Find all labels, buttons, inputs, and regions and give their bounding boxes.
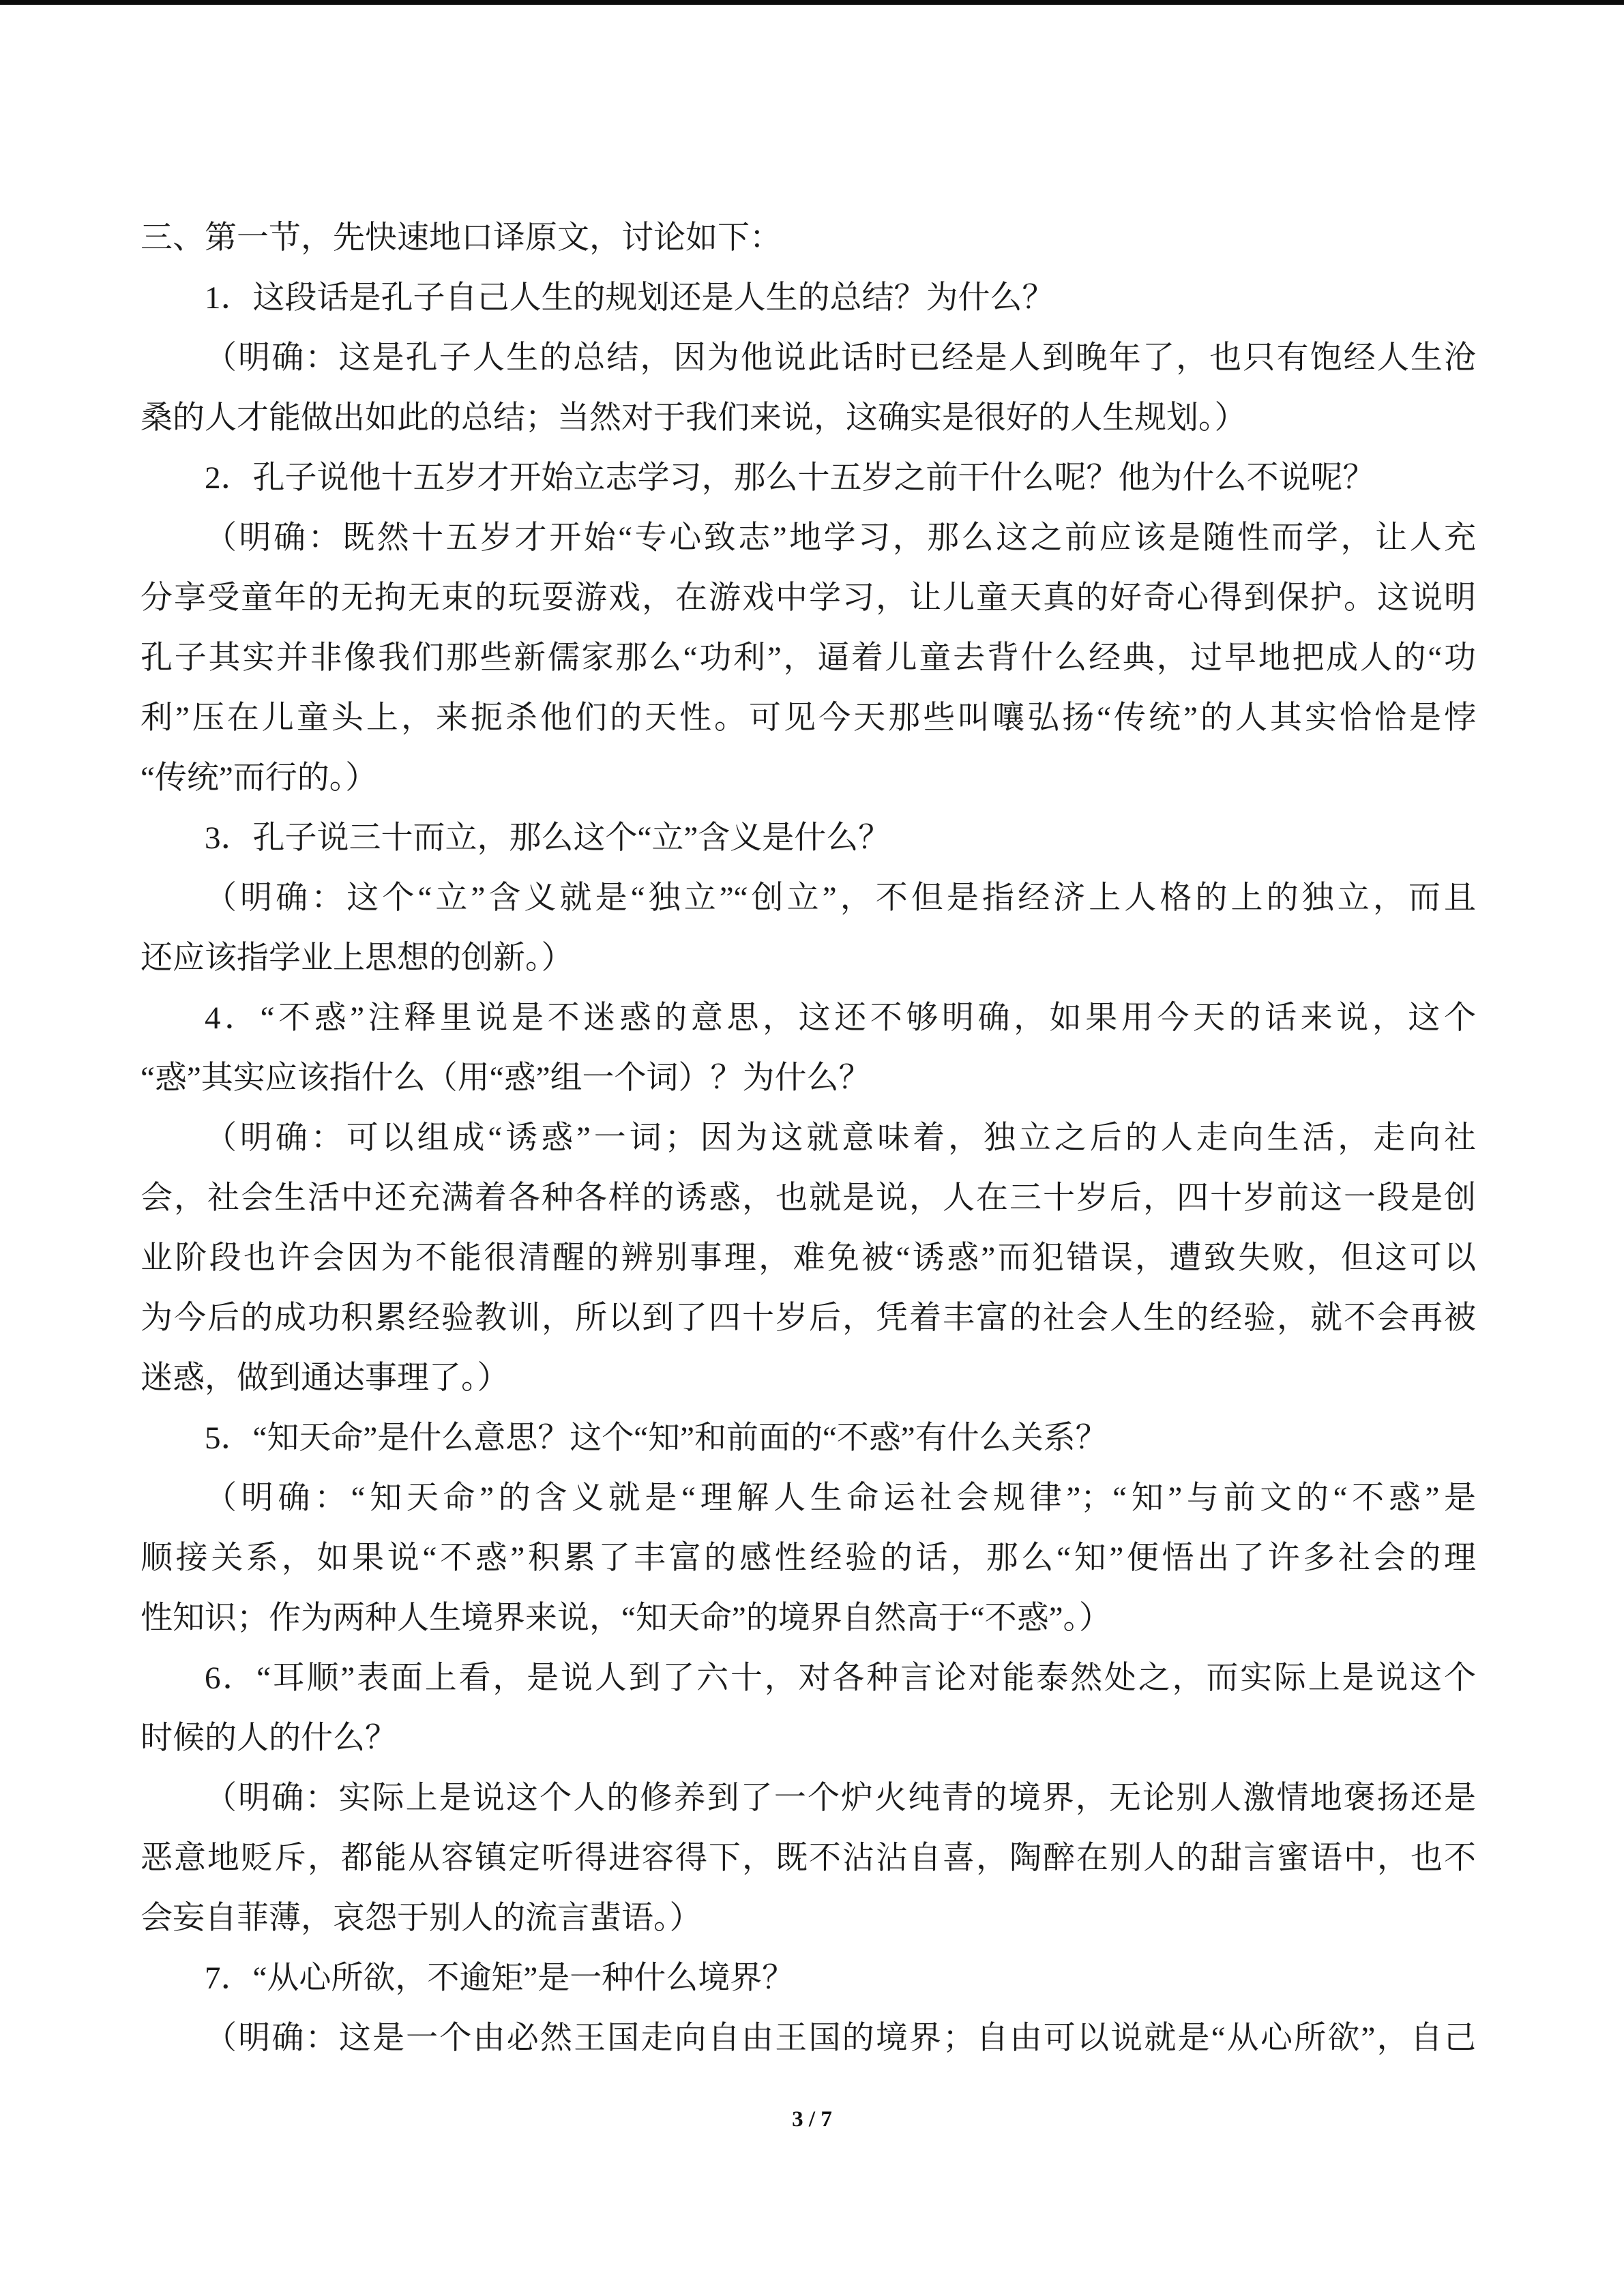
text-line: 7．“从心所欲，不逾矩”是一种什么境界？ bbox=[205, 1960, 795, 1996]
text-line: 业阶段也许会因为不能很清醒的辨别事理，难免被“诱惑”而犯错误，遭致失败，但这可以 bbox=[141, 1240, 1476, 1276]
text-line: 分享受童年的无拘无束的玩耍游戏，在游戏中学习，让儿童天真的好奇心得到保护。这说明 bbox=[141, 580, 1476, 616]
text-line: 6．“耳顺”表面上看，是说人到了六十，对各种言论对能泰然处之，而实际上是说这个 bbox=[205, 1660, 1476, 1696]
text-line: （明确：可以组成“诱惑”一词；因为这就意味着，独立之后的人走向生活，走向社 bbox=[205, 1120, 1476, 1156]
text-line: （明确：这是孔子人生的总结，因为他说此话时已经是人到晚年了，也只有饱经人生沧 bbox=[205, 340, 1476, 376]
text-line: 利”压在儿童头上，来扼杀他们的天性。可见今天那些叫嚷弘扬“传统”的人其实恰恰是悖 bbox=[141, 700, 1476, 736]
text-line: 桑的人才能做出如此的总结；当然对于我们来说，这确实是很好的人生规划。） bbox=[141, 400, 1247, 436]
text-line: 性知识；作为两种人生境界来说，“知天命”的境界自然高于“不惑”。） bbox=[141, 1600, 1111, 1636]
text-line: 1．这段话是孔子自己人生的规划还是人生的总结？为什么？ bbox=[205, 280, 1054, 316]
text-line: （明确：“知天命”的含义就是“理解人生命运社会规律”；“知”与前文的“不惑”是 bbox=[205, 1480, 1476, 1516]
scan-edge-top bbox=[0, 0, 1624, 5]
text-line: 3．孔子说三十而立，那么这个“立”含义是什么？ bbox=[205, 820, 891, 856]
text-line: 孔子其实并非像我们那些新儒家那么“功利”，逼着儿童去背什么经典，过早地把成人的“功 bbox=[141, 640, 1476, 676]
text-line: 2．孔子说他十五岁才开始立志学习，那么十五岁之前干什么呢？他为什么不说呢？ bbox=[205, 460, 1375, 496]
text-line: 时候的人的什么？ bbox=[141, 1720, 397, 1756]
text-line: （明确：这个“立”含义就是“独立”“创立”，不但是指经济上人格的上的独立，而且 bbox=[205, 880, 1476, 916]
text-line: 恶意地贬斥，都能从容镇定听得进容得下，既不沾沾自喜，陶醉在别人的甜言蜜语中，也不 bbox=[141, 1840, 1476, 1876]
text-line: “传统”而行的。） bbox=[141, 760, 378, 796]
text-line: 还应该指学业上思想的创新。） bbox=[141, 940, 574, 976]
text-line: 为今后的成功积累经验教训，所以到了四十岁后，凭着丰富的社会人生的经验，就不会再被 bbox=[141, 1300, 1476, 1336]
page-number: 3 / 7 bbox=[792, 2107, 832, 2132]
text-line: 迷惑，做到通达事理了。） bbox=[141, 1360, 510, 1396]
text-line: “惑”其实应该指什么（用“惑”组一个词）？为什么？ bbox=[141, 1060, 871, 1096]
text-line: （明确：实际上是说这个人的修养到了一个炉火纯青的境界，无论别人激情地褒扬还是 bbox=[205, 1780, 1476, 1816]
text-line: （明确：既然十五岁才开始“专心致志”地学习，那么这之前应该是随性而学，让人充 bbox=[205, 520, 1476, 556]
text-line: （明确：这是一个由必然王国走向自由王国的境界；自由可以说就是“从心所欲”，自己 bbox=[205, 2021, 1476, 2056]
document-body bbox=[141, 208, 1476, 2068]
text-line: 三、第一节，先快速地口译原文，讨论如下： bbox=[141, 220, 782, 256]
text-line: 会，社会生活中还充满着各种各样的诱惑，也就是说，人在三十岁后，四十岁前这一段是创 bbox=[141, 1180, 1476, 1216]
text-line: 顺接关系，如果说“不惑”积累了丰富的感性经验的话，那么“知”便悟出了许多社会的理 bbox=[141, 1540, 1476, 1576]
text-line: 会妄自菲薄，哀怨于别人的流言蜚语。） bbox=[141, 1900, 702, 1936]
text-line: 4．“不惑”注释里说是不迷惑的意思，这还不够明确，如果用今天的话来说，这个 bbox=[205, 1000, 1476, 1036]
text-line: 5．“知天命”是什么意思？这个“知”和前面的“不惑”有什么关系？ bbox=[205, 1420, 1108, 1456]
